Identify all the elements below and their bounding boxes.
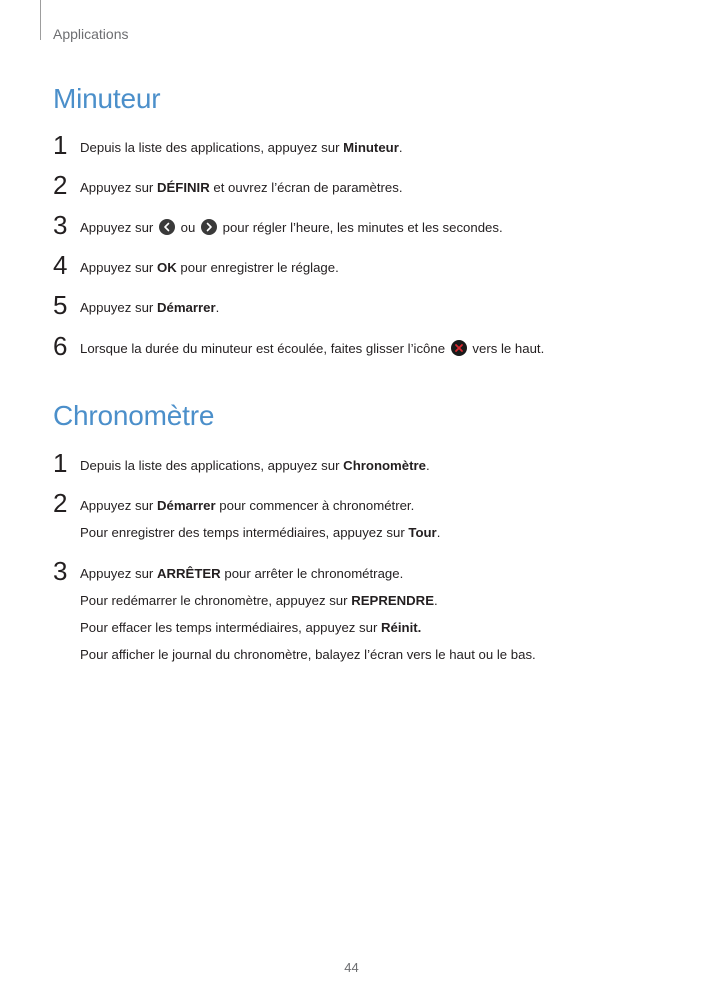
step-number: 4 — [53, 250, 68, 280]
step-number: 6 — [53, 331, 68, 361]
step-subline: Pour redémarrer le chronomètre, appuyez sur REPRENDRE. — [80, 593, 438, 608]
step-number: 5 — [53, 290, 68, 320]
step-text: Appuyez sur Démarrer. — [80, 300, 220, 315]
step-subline: Pour afficher le journal du chronomètre, balayez l’écran vers le haut ou le bas. — [80, 647, 536, 662]
dismiss-icon — [451, 340, 467, 356]
step-text: Depuis la liste des applications, appuyez sur Minuteur. — [80, 140, 403, 155]
header-rule — [40, 0, 41, 40]
page-number: 44 — [344, 960, 359, 975]
stopwatch-title: Chronomètre — [53, 400, 215, 431]
timer-title: Minuteur — [53, 83, 161, 114]
step-subline: Pour effacer les temps intermédiaires, appuyez sur Réinit. — [80, 620, 422, 635]
chevron-right-icon — [201, 219, 217, 235]
step-number: 3 — [53, 210, 68, 240]
step-text: Appuyez sur ou pour régler l’heure, les minutes et les secondes. — [80, 220, 503, 235]
chevron-left-icon — [159, 219, 175, 235]
step-number: 3 — [53, 556, 68, 586]
section-label: Applications — [53, 26, 129, 42]
step-text: Depuis la liste des applications, appuyez sur Chronomètre. — [80, 458, 430, 473]
step-text: Appuyez sur OK pour enregistrer le réglage. — [80, 260, 339, 275]
step-number: 1 — [53, 448, 68, 478]
step-text: Lorsque la durée du minuteur est écoulée, faites glisser l’icône vers le haut. — [80, 341, 545, 356]
step-text: Appuyez sur ARRÊTER pour arrêter le chronométrage. Pour redémarrer le chronomètre, appuyez sur REPRENDRE. Pour effacer les temps intermédiaires, appuyez sur Réinit. Pour afficher le journal du chronomètre, balayez l’écran vers le haut ou le bas. — [80, 566, 536, 662]
step-text: Appuyez sur Démarrer pour commencer à chronométrer. Pour enregistrer des temps intermédiaires, appuyez sur Tour. — [80, 498, 441, 540]
step-number: 2 — [53, 170, 68, 200]
step-number: 2 — [53, 488, 68, 518]
step-subline: Pour enregistrer des temps intermédiaires, appuyez sur Tour. — [80, 525, 441, 540]
step-number: 1 — [53, 130, 68, 160]
step-text: Appuyez sur DÉFINIR et ouvrez l’écran de paramètres. — [80, 180, 403, 195]
